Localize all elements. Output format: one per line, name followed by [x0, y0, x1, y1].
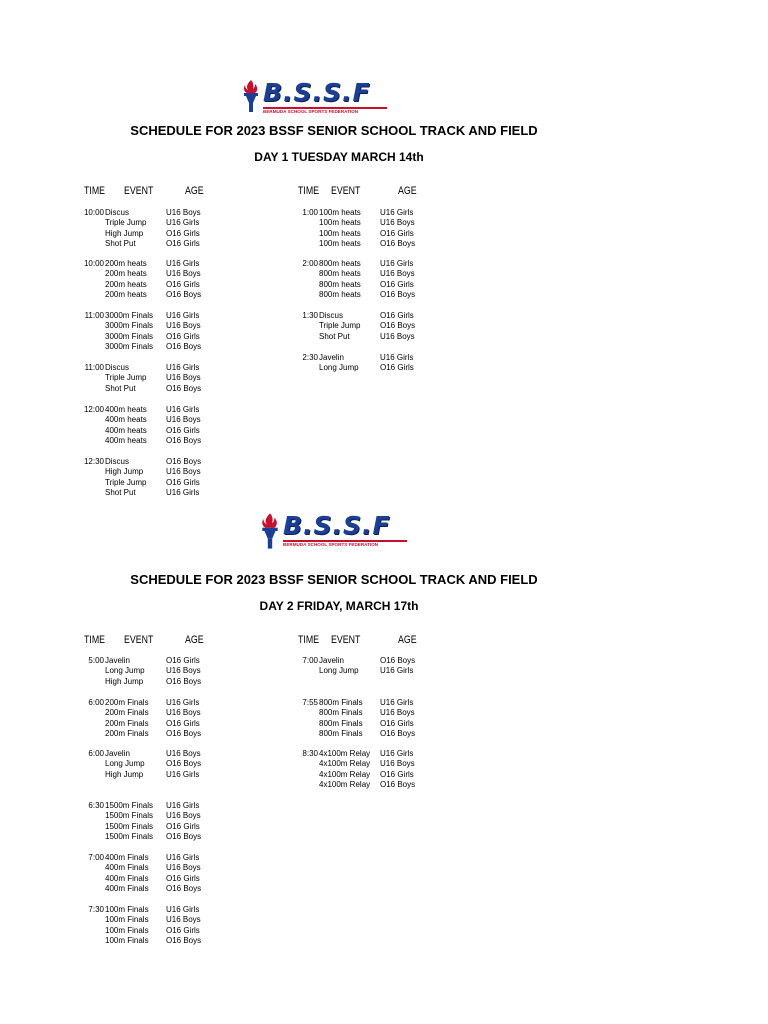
age-column — [166, 656, 201, 687]
age-group: O16 Boys — [166, 759, 202, 769]
col-header-age: AGE — [398, 185, 417, 197]
age-group: O16 Boys — [166, 884, 202, 894]
event-column — [319, 698, 363, 740]
block-time: 1:30 — [302, 311, 318, 320]
age-column — [380, 311, 415, 342]
event-name: Discus — [319, 311, 344, 320]
block-time: 7:30 — [88, 905, 104, 914]
age-group: O16 Boys — [380, 780, 416, 790]
event-name: 4x100m Relay — [319, 780, 371, 790]
event-name: Long Jump — [105, 666, 145, 676]
event-name: 200m Finals — [105, 729, 149, 739]
event-name: 200m heats — [105, 259, 147, 268]
age-group: U16 Boys — [166, 467, 201, 477]
age-column — [166, 698, 201, 740]
age-group: U16 Boys — [166, 269, 201, 279]
logo-wordmark: B.S.S.F — [283, 511, 391, 540]
event-name: 3000m Finals — [105, 342, 154, 352]
age-group: U16 Girls — [166, 405, 200, 414]
age-group: O16 Girls — [380, 363, 414, 373]
col-header-time: TIME — [84, 185, 106, 197]
age-group: O16 Boys — [380, 656, 416, 665]
age-group: O16 Girls — [166, 279, 200, 289]
event-column — [319, 259, 361, 301]
event-name: Long Jump — [319, 666, 359, 676]
schedule-heading-day1: SCHEDULE FOR 2023 BSSF SENIOR SCHOOL TRACK AND FIELD — [130, 123, 538, 138]
age-group: U16 Girls — [166, 698, 200, 707]
event-name: 1500m Finals — [105, 832, 154, 842]
age-group: O16 Boys — [380, 239, 416, 249]
block-time: 11:00 — [84, 311, 104, 320]
age-group: O16 Girls — [166, 425, 200, 435]
age-group: U16 Boys — [166, 749, 201, 758]
block-time: 10:00 — [83, 259, 104, 268]
age-group: U16 Boys — [380, 708, 415, 718]
age-group: O16 Boys — [380, 290, 416, 300]
age-group: U16 Boys — [166, 811, 201, 821]
event-name: 400m Finals — [105, 853, 149, 862]
event-name: Triple Jump — [105, 373, 147, 383]
age-group: U16 Girls — [166, 801, 200, 810]
event-name: 200m heats — [105, 290, 147, 300]
block-time: 2:30 — [302, 353, 318, 362]
block-time: 6:00 — [88, 749, 104, 758]
block-time: 5:00 — [88, 656, 104, 665]
col-header-time: TIME — [84, 634, 106, 646]
age-group: O16 Girls — [166, 925, 200, 935]
event-column — [105, 905, 149, 947]
block-time: 7:55 — [302, 698, 318, 707]
age-group: U16 Girls — [380, 666, 414, 676]
age-group: O16 Girls — [166, 821, 200, 831]
event-name: High Jump — [105, 769, 144, 779]
event-name: High Jump — [105, 228, 144, 238]
age-column — [380, 353, 414, 374]
event-name: 400m heats — [105, 436, 147, 446]
event-name: 400m heats — [105, 405, 147, 414]
event-column — [105, 208, 147, 250]
event-name: 400m heats — [105, 425, 147, 435]
block-time: 8:30 — [302, 749, 318, 758]
age-group: U16 Girls — [380, 259, 414, 268]
age-column — [380, 698, 415, 740]
event-name: 3000m Finals — [105, 331, 154, 341]
col-header-time: TIME — [298, 634, 320, 646]
event-name: 400m heats — [105, 415, 147, 425]
block-time: 11:00 — [84, 363, 104, 372]
col-header-age: AGE — [185, 634, 204, 646]
age-group: U16 Boys — [166, 208, 201, 217]
event-column — [319, 656, 359, 677]
event-name: Javelin — [319, 656, 344, 665]
event-name: 4x100m Relay — [319, 749, 371, 758]
event-name: Discus — [105, 363, 130, 372]
age-group: O16 Girls — [166, 718, 200, 728]
col-header-event: EVENT — [124, 634, 154, 646]
age-column — [166, 208, 201, 250]
event-name: 1500m Finals — [105, 821, 154, 831]
event-name: Long Jump — [319, 363, 359, 373]
event-name: Triple Jump — [319, 321, 361, 331]
age-column — [166, 259, 201, 301]
age-group: O16 Girls — [166, 656, 200, 665]
event-name: 800m Finals — [319, 729, 363, 739]
age-group: U16 Girls — [166, 363, 200, 372]
col-header-age: AGE — [185, 185, 204, 197]
age-group: O16 Boys — [166, 436, 202, 446]
age-group: U16 Boys — [166, 373, 201, 383]
day2-title: DAY 2 FRIDAY, MARCH 17th — [259, 599, 419, 613]
age-column — [380, 749, 415, 791]
event-name: Shot Put — [319, 331, 350, 341]
age-group: U16 Girls — [380, 749, 414, 758]
age-group: U16 Boys — [380, 331, 415, 341]
age-group: O16 Boys — [166, 832, 202, 842]
age-group: U16 Girls — [166, 311, 200, 320]
event-name: 4x100m Relay — [319, 759, 371, 769]
event-column — [105, 801, 153, 843]
logo-wordmark: B.S.S.F — [263, 78, 371, 107]
block-time: 1:00 — [302, 208, 318, 217]
event-column — [105, 656, 145, 687]
event-name: 800m Finals — [319, 698, 363, 707]
event-name: 800m Finals — [319, 718, 363, 728]
age-group: O16 Girls — [166, 239, 200, 249]
block-time: 6:30 — [88, 801, 104, 810]
event-column — [105, 311, 153, 353]
age-group: O16 Boys — [166, 936, 202, 946]
event-name: 800m heats — [319, 279, 361, 289]
event-name: 100m heats — [319, 208, 361, 217]
age-group: U16 Boys — [166, 666, 201, 676]
event-name: 3000m Finals — [105, 311, 154, 320]
event-name: 100m heats — [319, 239, 361, 249]
age-column — [166, 749, 201, 780]
event-name: Long Jump — [105, 759, 145, 769]
event-name: Triple Jump — [105, 477, 147, 487]
age-group: U16 Girls — [166, 769, 200, 779]
age-group: O16 Boys — [166, 457, 202, 466]
event-name: 100m Finals — [105, 936, 149, 946]
age-group: O16 Girls — [380, 718, 414, 728]
block-time: 7:00 — [88, 853, 104, 862]
event-column — [319, 311, 361, 342]
age-group: U16 Boys — [166, 915, 201, 925]
event-name: Discus — [105, 208, 130, 217]
age-group: O16 Boys — [166, 290, 202, 300]
event-name: 800m heats — [319, 290, 361, 300]
age-group: O16 Girls — [166, 331, 200, 341]
event-name: 200m Finals — [105, 718, 149, 728]
event-name: High Jump — [105, 676, 144, 686]
event-name: 100m heats — [319, 218, 361, 228]
event-name: Discus — [105, 457, 130, 466]
event-name: 100m Finals — [105, 905, 149, 914]
event-name: 400m Finals — [105, 873, 149, 883]
torch-icon — [259, 512, 281, 550]
age-column — [166, 363, 201, 394]
event-name: Shot Put — [105, 239, 136, 249]
event-name: Javelin — [319, 353, 344, 362]
age-group: O16 Girls — [166, 228, 200, 238]
event-name: 400m Finals — [105, 884, 149, 894]
event-name: 4x100m Relay — [319, 769, 371, 779]
age-group: O16 Girls — [166, 873, 200, 883]
age-group: O16 Girls — [380, 228, 414, 238]
event-column — [105, 698, 149, 740]
event-name: 200m heats — [105, 269, 147, 279]
age-group: O16 Boys — [380, 729, 416, 739]
age-column — [166, 457, 201, 499]
age-group: O16 Girls — [380, 311, 414, 320]
age-column — [166, 853, 201, 895]
event-name: Shot Put — [105, 383, 136, 393]
bssf-logo — [259, 512, 407, 550]
age-group: U16 Girls — [380, 353, 414, 362]
day1-title: DAY 1 TUESDAY MARCH 14th — [254, 150, 424, 164]
event-name: 100m Finals — [105, 915, 149, 925]
age-group: U16 Boys — [166, 415, 201, 425]
logo-tagline: BERMUDA SCHOOL SPORTS FEDERATION — [283, 542, 379, 547]
event-name: 400m Finals — [105, 863, 149, 873]
block-time: 10:00 — [83, 208, 104, 217]
age-group: U16 Girls — [380, 698, 414, 707]
age-group: U16 Boys — [166, 708, 201, 718]
event-column — [105, 405, 147, 447]
block-time: 6:00 — [88, 698, 104, 707]
age-column — [166, 905, 201, 947]
age-group: U16 Boys — [166, 321, 201, 331]
age-group: O16 Boys — [166, 383, 202, 393]
age-group: U16 Boys — [166, 863, 201, 873]
age-column — [166, 311, 201, 353]
age-group: U16 Boys — [380, 759, 415, 769]
event-column — [105, 457, 147, 499]
event-name: 800m heats — [319, 269, 361, 279]
age-group: U16 Girls — [166, 259, 200, 268]
age-group: O16 Girls — [380, 279, 414, 289]
age-group: U16 Girls — [166, 218, 200, 228]
age-group: O16 Girls — [166, 477, 200, 487]
age-column — [166, 801, 201, 843]
event-name: Triple Jump — [105, 218, 147, 228]
event-name: 800m heats — [319, 259, 361, 268]
event-name: 1500m Finals — [105, 811, 154, 821]
block-time: 12:30 — [83, 457, 104, 466]
event-name: Javelin — [105, 749, 130, 758]
event-name: Javelin — [105, 656, 130, 665]
age-group: U16 Girls — [380, 208, 414, 217]
col-header-event: EVENT — [124, 185, 154, 197]
age-group: U16 Girls — [166, 488, 200, 498]
bssf-logo — [241, 79, 387, 115]
event-name: 100m heats — [319, 228, 361, 238]
age-column — [380, 208, 415, 250]
age-column — [380, 259, 415, 301]
event-name: 1500m Finals — [105, 801, 154, 810]
col-header-event: EVENT — [331, 185, 361, 197]
age-column — [166, 405, 201, 447]
age-group: O16 Boys — [166, 342, 202, 352]
event-column — [105, 853, 149, 895]
age-column — [380, 656, 415, 677]
event-column — [105, 363, 147, 394]
age-group: U16 Boys — [380, 218, 415, 228]
col-header-age: AGE — [398, 634, 417, 646]
logo-tagline: BERMUDA SCHOOL SPORTS FEDERATION — [263, 109, 359, 114]
age-group: U16 Girls — [166, 905, 200, 914]
col-header-time: TIME — [298, 185, 320, 197]
schedule-heading-day2: SCHEDULE FOR 2023 BSSF SENIOR SCHOOL TRACK AND FIELD — [130, 572, 538, 587]
event-name: 200m Finals — [105, 698, 149, 707]
age-group: O16 Girls — [380, 769, 414, 779]
event-name: 200m heats — [105, 279, 147, 289]
event-column — [105, 259, 147, 301]
age-group: U16 Boys — [380, 269, 415, 279]
age-group: O16 Boys — [166, 676, 202, 686]
block-time: 2:00 — [302, 259, 318, 268]
age-group: O16 Boys — [380, 321, 416, 331]
col-header-event: EVENT — [331, 634, 361, 646]
torch-icon — [241, 79, 261, 113]
event-name: 3000m Finals — [105, 321, 154, 331]
age-group: U16 Girls — [166, 853, 200, 862]
event-name: High Jump — [105, 467, 144, 477]
event-name: 100m Finals — [105, 925, 149, 935]
age-group: O16 Boys — [166, 729, 202, 739]
event-column — [319, 749, 370, 791]
event-name: 800m Finals — [319, 708, 363, 718]
event-column — [105, 749, 145, 780]
event-name: Shot Put — [105, 488, 136, 498]
block-time: 12:00 — [83, 405, 104, 414]
event-name: 200m Finals — [105, 708, 149, 718]
event-column — [319, 353, 359, 374]
block-time: 7:00 — [302, 656, 318, 665]
event-column — [319, 208, 361, 250]
